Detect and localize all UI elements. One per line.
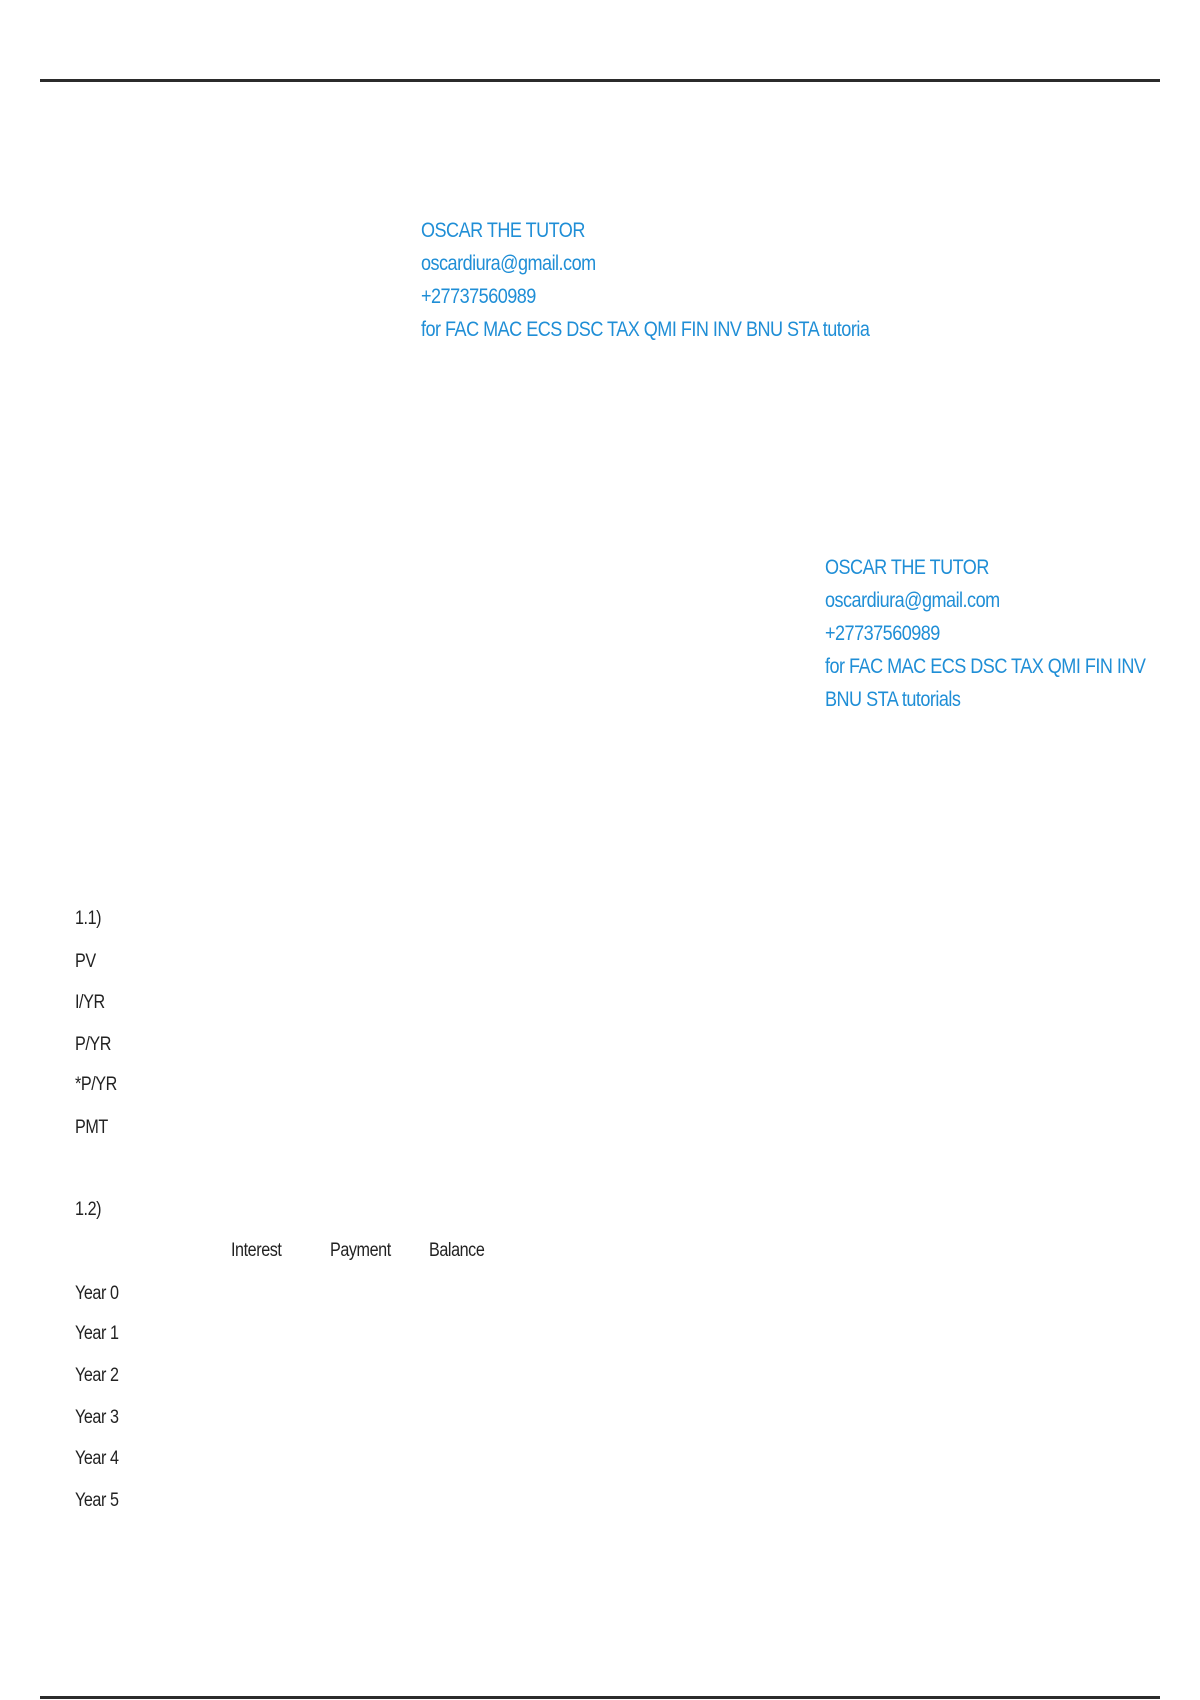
label-pv: PV — [75, 951, 96, 972]
tutor-name: OSCAR THE TUTOR — [421, 219, 585, 242]
table-row-label: Year 0 — [75, 1283, 119, 1304]
column-header-interest: Interest — [231, 1240, 282, 1261]
footer-rule — [40, 1696, 1160, 1699]
tutor-subjects-line2: BNU STA tutorials — [825, 688, 961, 711]
table-row-label: Year 4 — [75, 1448, 119, 1469]
table-row-label: Year 3 — [75, 1407, 119, 1428]
column-header-payment: Payment — [330, 1240, 391, 1261]
tutor-subjects: for FAC MAC ECS DSC TAX QMI FIN INV BNU STA tutoria — [421, 318, 870, 341]
column-header-balance: Balance — [429, 1240, 485, 1261]
tutor-subjects-line1: for FAC MAC ECS DSC TAX QMI FIN INV — [825, 655, 1146, 678]
tutor-email: oscardiura@gmail.com — [825, 589, 1000, 612]
tutor-email: oscardiura@gmail.com — [421, 252, 596, 275]
header-rule — [40, 79, 1160, 82]
contact-block-bottom — [825, 551, 1145, 716]
label-iyr: I/YR — [75, 992, 105, 1013]
label-star-pyr: *P/YR — [75, 1074, 117, 1095]
tutor-phone: +27737560989 — [421, 285, 536, 308]
tutor-phone: +27737560989 — [825, 622, 940, 645]
table-row-label: Year 1 — [75, 1323, 119, 1344]
section-heading-1-1: 1.1) — [75, 908, 102, 929]
tutor-name: OSCAR THE TUTOR — [825, 556, 989, 579]
section-heading-1-2: 1.2) — [75, 1199, 102, 1220]
label-pmt: PMT — [75, 1117, 108, 1138]
label-pyr: P/YR — [75, 1034, 112, 1055]
contact-block-top — [421, 214, 869, 346]
table-row-label: Year 2 — [75, 1365, 119, 1386]
table-row-label: Year 5 — [75, 1490, 119, 1511]
